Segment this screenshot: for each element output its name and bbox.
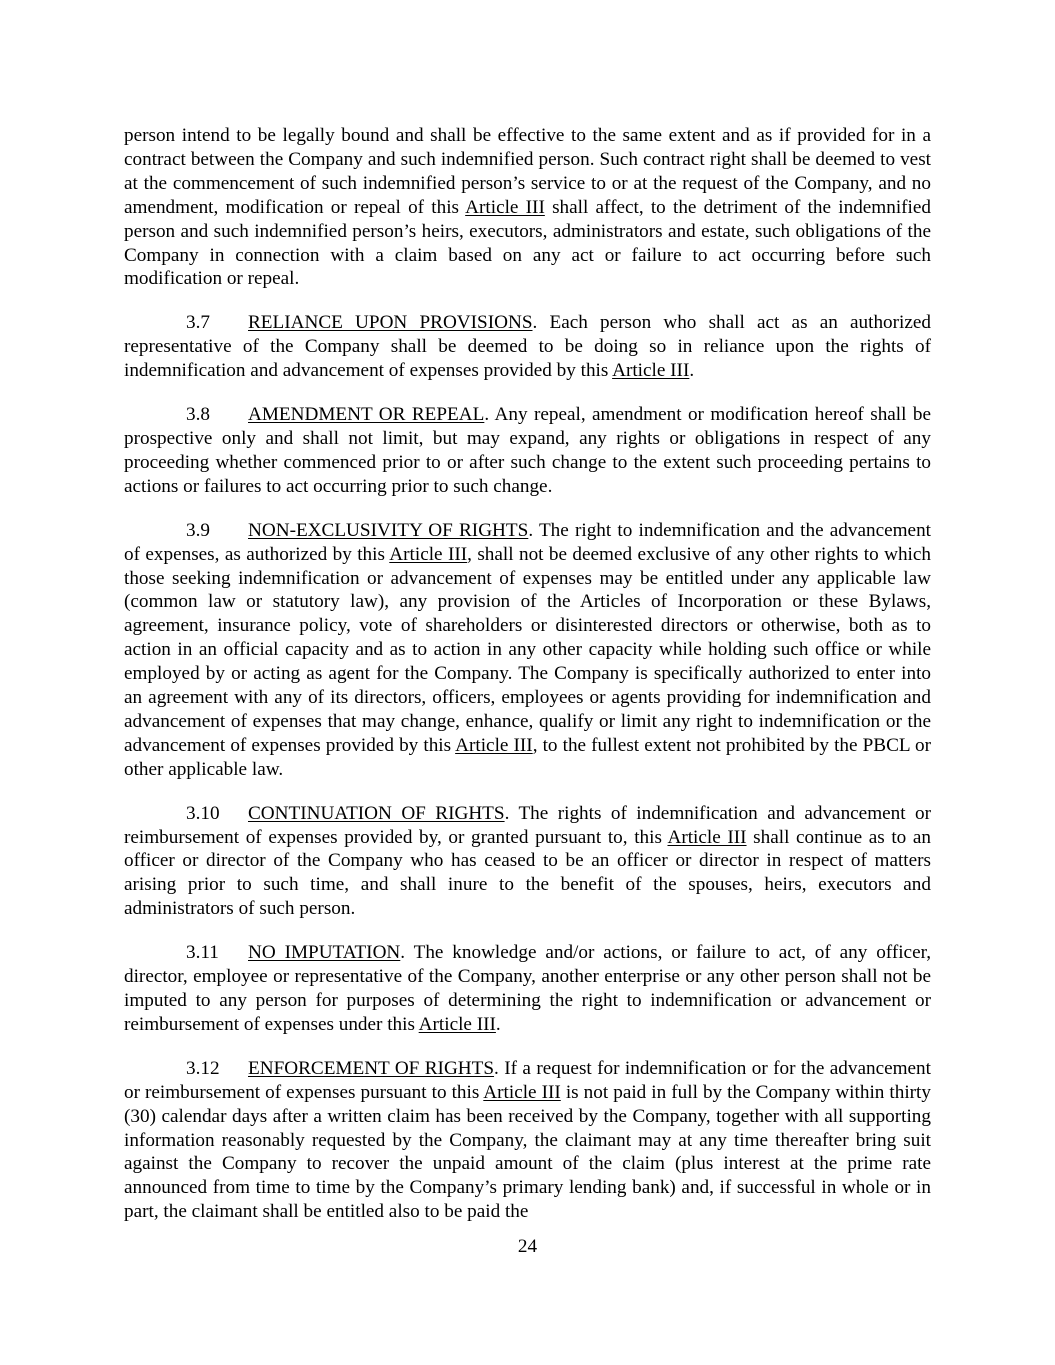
section-heading: ENFORCEMENT OF RIGHTS — [248, 1057, 495, 1079]
section-number: 3.8 — [186, 404, 210, 426]
section-heading: NON-EXCLUSIVITY OF RIGHTS — [248, 519, 529, 541]
page-number: 24 — [517, 1236, 538, 1257]
section-number: 3.9 — [186, 519, 210, 541]
article-reference: Article III — [483, 1081, 561, 1103]
section-heading: RELIANCE UPON PROVISIONS — [248, 312, 533, 334]
document-page — [124, 124, 931, 1244]
section-heading: CONTINUATION OF RIGHTS — [248, 802, 505, 824]
section-3-11: 3.11 NO IMPUTATION. The knowledge and/or actions, or failure to act, of any officer, director, employee or representative of the Company, another enterprise or any other person shall not be imputed to any person for purposes of determining the right to indemnification or advancement or reimbursement of expenses under this Article III. — [124, 942, 931, 1035]
article-reference: Article III — [389, 543, 468, 565]
article-reference: Article III — [667, 826, 747, 848]
section-number: 3.7 — [186, 312, 210, 334]
section-heading: AMENDMENT OR REPEAL — [248, 404, 485, 426]
section-3-9: 3.9 NON-EXCLUSIVITY OF RIGHTS. The right to indemnification and the advancement of expenses, as authorized by this Article III, shall not be deemed exclusive of any other rights to which those seeking indemnification or advancement of expenses may be entitled under any applicable law (common law or statutory law), any provision of the Articles of Incorporation or these Bylaws, agreement, insurance policy, vote of shareholders or disinterested directors or otherwise, both as to action in an official capacity and as to action in any other capacity while holding such office or while employed by or acting as agent for the Company. The Company is specifically authorized to enter into an agreement with any of its directors, officers, employees or agents providing for indemnification and advancement of expenses that may change, enhance, qualify or limit any right to indemnification or the advancement of expenses provided by this Article III, to the fullest extent not prohibited by the PBCL or other applicable law. — [124, 519, 931, 780]
article-reference: Article III — [455, 734, 533, 756]
article-reference: Article III — [465, 196, 545, 218]
article-reference: Article III — [612, 360, 690, 382]
section-3-12: 3.12 ENFORCEMENT OF RIGHTS. If a request for indemnification or for the advancement or reimbursement of expenses pursuant to this Article III is not paid in full by the Company within thirty (30) calendar days after a written claim has been received by the Company, together with all supporting information reasonably requested by the Company, the claimant may at any time thereafter bring suit against the Company to recover the unpaid amount of the claim (plus interest at the prime rate announced from time to time by the Company’s primary lending bank) and, if successful in whole or in part, the claimant shall be entitled also to be paid the — [124, 1057, 931, 1223]
section-3-8: 3.8 AMENDMENT OR REPEAL. Any repeal, amendment or modification hereof shall be prospective only and shall not limit, but may expand, any rights or obligations in respect of any proceeding whether commenced prior to or after such change to the extent such proceeding pertains to actions or failures to act occurring prior to such change. — [124, 404, 931, 497]
paragraph-continuation: person intend to be legally bound and shall be effective to the same extent and as if provided for in a contract between the Company and such indemnified person. Such contract right shall be deemed to vest at the commencement of such indemnified person’s service to or at the request of the Company, and no amendment, modification or repeal of this Article III shall affect, to the detriment of the indemnified person and such indemnified person’s heirs, executors, administrators and estate, such obligations of the Company in connection with a claim based on any act or failure to act occurring before such modification or repeal. — [124, 125, 931, 290]
section-3-10: 3.10 CONTINUATION OF RIGHTS. The rights of indemnification and advancement or reimbursement of expenses provided by, or granted pursuant to, this Article III shall continue as to an officer or director of the Company who has ceased to be an officer or director in respect of matters arising prior to such time, and shall inure to the benefit of the spouses, heirs, executors and administrators of such person. — [124, 802, 931, 920]
section-number: 3.12 — [186, 1057, 220, 1079]
section-heading: NO IMPUTATION — [248, 942, 401, 964]
section-number: 3.11 — [186, 942, 219, 964]
article-reference: Article III — [418, 1013, 496, 1035]
section-number: 3.10 — [186, 802, 220, 824]
section-3-7: 3.7 RELIANCE UPON PROVISIONS. Each person who shall act as an authorized representative of the Company shall be deemed to be doing so in reliance upon the rights of indemnification and advancement of expenses provided by this Article III. — [124, 312, 932, 382]
